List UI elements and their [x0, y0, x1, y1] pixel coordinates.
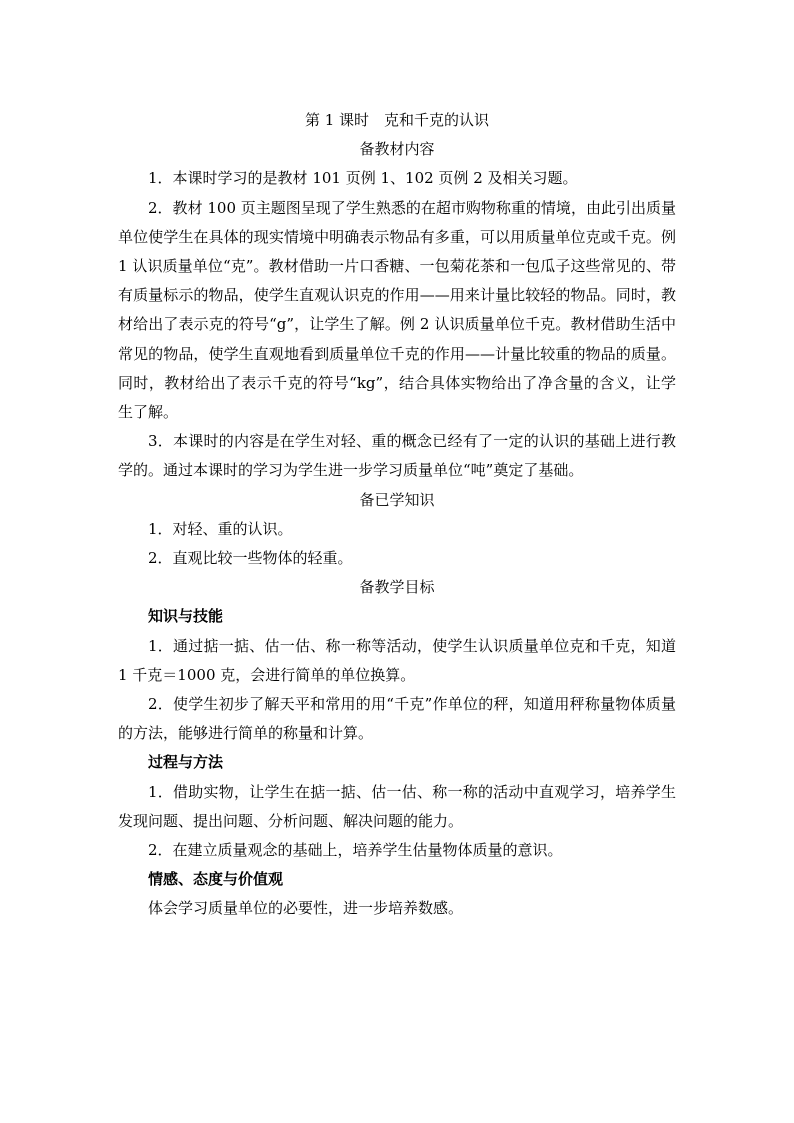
teaching-content-item-1: 1．本课时学习的是教材 101 页例 1、102 页例 2 及相关习题。	[148, 169, 578, 188]
subheading-knowledge-skills: 知识与技能	[148, 607, 224, 626]
emotion-text: 体会学习质量单位的必要性，进一步培养数感。	[148, 899, 464, 918]
teaching-content-item-3: 3．本课时的内容是在学生对轻、重的概念已经有了一定的认识的基础上进行教学的。通过本课时的学习为学生进一步学习质量单位“吨”奠定了基础。	[118, 432, 676, 480]
document-page	[118, 106, 676, 924]
subheading-process-method: 过程与方法	[148, 753, 224, 772]
process-item-1: 1．借助实物，让学生在掂一掂、估一估、称一称的活动中直观学习，培养学生发现问题、提出问题、分析问题、解决问题的能力。	[118, 782, 676, 830]
lesson-title: 第 1 课时 克和千克的认识	[304, 111, 490, 129]
knowledge-item-2: 2．使学生初步了解天平和常用的用“千克”作单位的秤，知道用秤称量物体质量的方法，能够进行简单的称量和计算。	[118, 695, 676, 743]
process-item-2: 2．在建立质量观念的基础上，培养学生估量物体质量的意识。	[148, 841, 563, 860]
prior-knowledge-item-1: 1．对轻、重的认识。	[148, 519, 293, 538]
prior-knowledge-item-2: 2．直观比较一些物体的轻重。	[148, 549, 353, 568]
section-heading-teaching-content: 备教材内容	[359, 140, 435, 159]
section-heading-prior-knowledge: 备已学知识	[359, 490, 435, 509]
subheading-emotion-values: 情感、态度与价值观	[148, 870, 284, 889]
knowledge-item-1: 1．通过掂一掂、估一估、称一称等活动，使学生认识质量单位克和千克，知道 1 千克＝1000 克，会进行简单的单位换算。	[118, 636, 676, 684]
section-heading-goals: 备教学目标	[359, 578, 435, 597]
teaching-content-item-2: 2．教材 100 页主题图呈现了学生熟悉的在超市购物称重的情境，由此引出质量单位使学生在具体的现实情境中明确表示物品有多重，可以用质量单位克或千克。例 1 认识质量单位“克”。教材借助一片口香糖、一包菊花茶和一包瓜子这些常见的、带有质量标示的物品，使学生直观认识克的作用——用来计量比较轻的物品。同时，教材给出了表示克的符号“g”，让学生了解。例 2 认识质量单位千克。教材借助生活中常见的物品，使学生直观地看到质量单位千克的作用——计量比较重的物品的质量。同时，教材给出了表示千克的符号“kg”，结合具体实物给出了净含量的含义，让学生了解。	[118, 198, 676, 422]
